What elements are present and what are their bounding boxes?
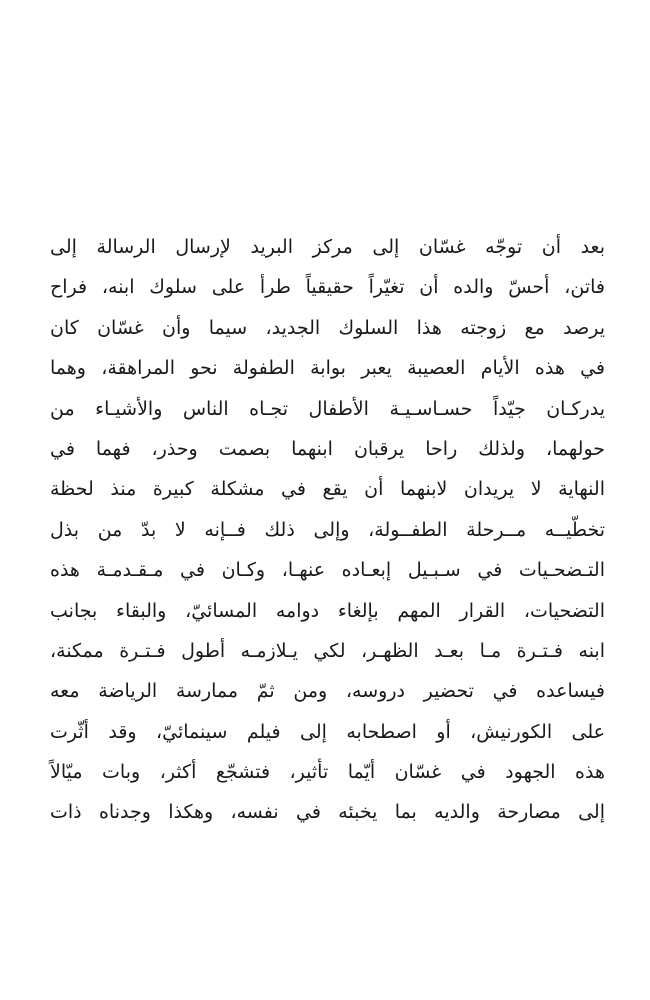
text-line: يدركـان جيّداً حسـاسـيـة الأطفال تجـاه الناس والأشيـاء من [50, 397, 605, 420]
text-line: النهاية لا يريدان لابنهما أن يقع في مشكلة كبيرة منذ لحظة [50, 478, 605, 501]
text-line: إلى مصارحة والديه بما يخبئه في نفسه، وهكذا وجدناه ذات [50, 801, 605, 824]
body-paragraph [50, 227, 605, 833]
text-line: التـضحـيات في سـبـيل إبعـاده عنهـا، وكـان في مـقـدمـة هذه [50, 559, 605, 582]
text-line: بعد أن توجّه غسّان إلى مركز البريد لإرسال الرسالة إلى [50, 236, 605, 258]
text-line: تخطّيــه مــرحلة الطفــولة، وإلى ذلك فــإنه لا بدّ من بذل [50, 518, 605, 541]
text-line: حولهما، ولذلك راحا يرقبان ابنهما بصمت وحذر، فهما في [50, 437, 605, 460]
text-line: فاتن، أحسّ والده أن تغيّراً حقيقياً طرأ على سلوك ابنه، فراح [50, 276, 605, 299]
text-line: التضحيات، القرار المهم بإلغاء دوامه المسائيّ، والبقاء بجانب [50, 599, 605, 622]
text-line: هذه الجهود في غسّان أيّما تأثير، فتشجّع أكثر، وبات ميّالاً [50, 761, 605, 784]
text-line: يرصد مع زوجته هذا السلوك الجديد، سيما وأن غسّان كان [50, 316, 605, 339]
text-line: على الكورنيش، أو اصطحابه إلى فيلم سينمائيّ، وقد أثّرت [50, 720, 605, 743]
text-line: فيساعده في تحضير دروسه، ومن ثمّ ممارسة الرياضة معه [50, 680, 605, 703]
text-line: في هذه الأيام العصيبة يعبر بوابة الطفولة نحو المراهقة، وهما [50, 357, 605, 380]
text-line: ابنه فـتـرة مـا بعـد الظهـر، لكي يـلازمـه أطول فـتـرة ممكنة، [50, 639, 605, 662]
